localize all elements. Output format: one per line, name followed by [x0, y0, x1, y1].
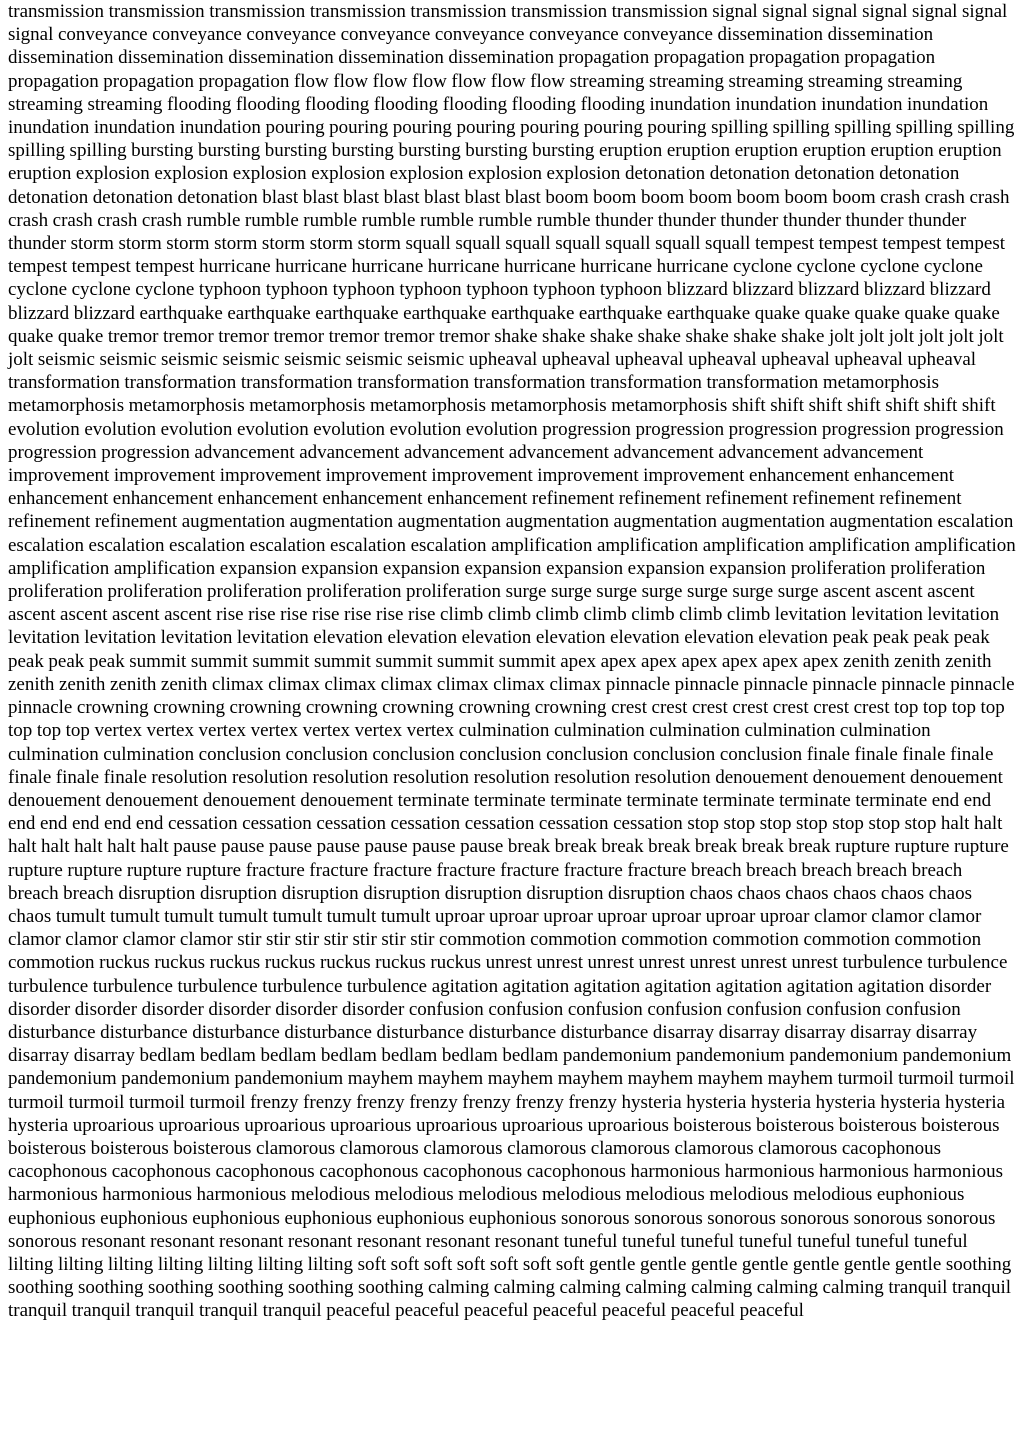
word-group: tranquil tranquil tranquil tranquil tranquil tranquil tranquil [8, 1277, 1012, 1322]
word-group: gentle gentle gentle gentle gentle gentle gentle [589, 1253, 942, 1275]
word-group: expansion expansion expansion expansion expansion expansion expansion [219, 557, 787, 579]
word-group: streaming streaming streaming streaming streaming streaming streaming [8, 70, 963, 115]
word-group: conveyance conveyance conveyance conveyance conveyance conveyance conveyance [57, 24, 713, 46]
word-group: flow flow flow flow flow flow flow [293, 70, 566, 92]
word-group: vertex vertex vertex vertex vertex vertex vertex [94, 720, 455, 742]
word-group: lilting lilting lilting lilting lilting lilting lilting [8, 1253, 354, 1275]
word-group: disorder disorder disorder disorder disorder disorder disorder [8, 975, 992, 1020]
word-group: metamorphosis metamorphosis metamorphosis metamorphosis metamorphosis metamorphosis metamorphosis [8, 372, 939, 417]
word-group: pandemonium pandemonium pandemonium pandemonium pandemonium pandemonium pandemonium [8, 1045, 1012, 1090]
word-group: crash crash crash crash crash crash crash [8, 186, 1010, 231]
word-group: tremor tremor tremor tremor tremor tremor tremor [107, 325, 490, 347]
word-group: break break break break break break break [507, 836, 831, 858]
word-group: spilling spilling spilling spilling spilling spilling spilling [8, 117, 1015, 162]
word-group: commotion commotion commotion commotion commotion commotion commotion [8, 929, 982, 974]
word-group: cyclone cyclone cyclone cyclone cyclone cyclone cyclone [8, 256, 983, 301]
word-group: zenith zenith zenith zenith zenith zenith zenith [8, 650, 992, 695]
word-group: boisterous boisterous boisterous boisterous boisterous boisterous boisterous [8, 1114, 1000, 1159]
word-group: conclusion conclusion conclusion conclusion conclusion conclusion conclusion [198, 743, 803, 765]
word-group: finale finale finale finale finale finale finale [8, 743, 994, 788]
word-group: clamorous clamorous clamorous clamorous clamorous clamorous clamorous [255, 1137, 838, 1159]
word-group: pinnacle pinnacle pinnacle pinnacle pinnacle pinnacle pinnacle [8, 673, 1015, 719]
word-group: peak peak peak peak peak peak peak [8, 627, 990, 672]
word-group: typhoon typhoon typhoon typhoon typhoon typhoon typhoon [198, 279, 663, 301]
word-group: quake quake quake quake quake quake quake [8, 302, 1000, 347]
word-group: ruckus ruckus ruckus ruckus ruckus ruckus ruckus [99, 952, 482, 974]
word-group: surge surge surge surge surge surge surge [505, 581, 819, 603]
word-group: turmoil turmoil turmoil turmoil turmoil turmoil turmoil [8, 1068, 1015, 1113]
word-group: dissemination dissemination dissemination dissemination dissemination dissemination dissemination [8, 24, 934, 69]
word-group: transmission transmission transmission transmission transmission transmission transmission [8, 1, 708, 22]
body-paragraph [8, 0, 1016, 1323]
word-group: crest crest crest crest crest crest crest [611, 697, 890, 719]
word-group: terminate terminate terminate terminate terminate terminate terminate [397, 789, 928, 811]
word-group: uproar uproar uproar uproar uproar uproar uproar [435, 905, 810, 927]
word-group: hurricane hurricane hurricane hurricane hurricane hurricane hurricane [198, 256, 729, 278]
word-group: thunder thunder thunder thunder thunder thunder thunder [8, 209, 967, 255]
word-group: shake shake shake shake shake shake shake [494, 325, 825, 347]
word-group: augmentation augmentation augmentation augmentation augmentation augmentation augmentation [181, 511, 933, 533]
word-group: breach breach breach breach breach breach breach [8, 859, 963, 904]
word-group: apex apex apex apex apex apex apex [560, 650, 839, 672]
word-group: jolt jolt jolt jolt jolt jolt jolt [8, 325, 1004, 371]
word-group: tempest tempest tempest tempest tempest tempest tempest [8, 233, 1006, 278]
word-group: seismic seismic seismic seismic seismic seismic seismic [37, 349, 465, 371]
word-group: detonation detonation detonation detonation detonation detonation detonation [8, 163, 960, 208]
word-group: mayhem mayhem mayhem mayhem mayhem mayhem mayhem [347, 1068, 834, 1090]
word-group: escalation escalation escalation escalation escalation escalation escalation [8, 511, 1014, 556]
word-group: signal signal signal signal signal signal signal [8, 1, 1008, 46]
word-group: end end end end end end end [8, 789, 992, 835]
word-group: melodious melodious melodious melodious melodious melodious melodious [290, 1184, 873, 1206]
word-group: ascent ascent ascent ascent ascent ascent ascent [8, 581, 975, 626]
word-group: rupture rupture rupture rupture rupture rupture rupture [8, 836, 1009, 881]
word-group: rise rise rise rise rise rise rise [216, 604, 436, 626]
word-group: top top top top top top top [8, 697, 1005, 742]
word-group: rumble rumble rumble rumble rumble rumble rumble [186, 209, 591, 231]
word-group: clamor clamor clamor clamor clamor clamor clamor [8, 905, 982, 951]
word-group: tumult tumult tumult tumult tumult tumult tumult [55, 905, 431, 927]
word-group: eruption eruption eruption eruption eruption eruption eruption [8, 140, 1002, 185]
word-group: climax climax climax climax climax climax climax [211, 673, 602, 695]
word-group: shift shift shift shift shift shift shift [731, 395, 996, 417]
word-group: tuneful tuneful tuneful tuneful tuneful tuneful tuneful [563, 1230, 968, 1252]
word-group: blast blast blast blast blast blast blast [262, 186, 541, 208]
word-group: cacophonous cacophonous cacophonous cacophonous cacophonous cacophonous cacophonous [8, 1137, 942, 1183]
word-group: evolution evolution evolution evolution evolution evolution evolution [8, 418, 538, 440]
word-group: inundation inundation inundation inundation inundation inundation inundation [8, 93, 989, 139]
word-group: summit summit summit summit summit summit summit [129, 650, 556, 672]
word-group: chaos chaos chaos chaos chaos chaos chaos [8, 882, 972, 927]
word-group: soothing soothing soothing soothing soothing soothing soothing [8, 1253, 1012, 1299]
word-group: earthquake earthquake earthquake earthquake earthquake earthquake earthquake [139, 302, 751, 324]
word-group: disarray disarray disarray disarray disarray disarray disarray [8, 1021, 978, 1067]
word-group: resonant resonant resonant resonant resonant resonant resonant [81, 1230, 560, 1252]
word-group: pouring pouring pouring pouring pouring pouring pouring [265, 117, 707, 139]
word-group: storm storm storm storm storm storm storm [70, 233, 401, 255]
word-group: turbulence turbulence turbulence turbulence turbulence turbulence turbulence [8, 952, 1008, 997]
word-group: refinement refinement refinement refinement refinement refinement refinement [8, 488, 962, 533]
word-group: agitation agitation agitation agitation agitation agitation agitation [431, 975, 925, 997]
word-group: disturbance disturbance disturbance disturbance disturbance disturbance disturbance [8, 1021, 649, 1043]
word-group: explosion explosion explosion explosion explosion explosion explosion [75, 163, 621, 185]
word-group: confusion confusion confusion confusion confusion confusion confusion [408, 998, 961, 1020]
word-group: sonorous sonorous sonorous sonorous sonorous sonorous sonorous [8, 1207, 996, 1252]
word-group: levitation levitation levitation levitation levitation levitation levitation [8, 604, 1000, 649]
word-group: proliferation proliferation proliferation proliferation proliferation proliferation proliferation [8, 557, 986, 603]
word-group: harmonious harmonious harmonious harmonious harmonious harmonious harmonious [8, 1161, 1003, 1206]
word-group: stop stop stop stop stop stop stop [687, 813, 937, 835]
word-group: propagation propagation propagation propagation propagation propagation propagation [8, 47, 936, 92]
word-group: advancement advancement advancement advancement advancement advancement advancement [194, 441, 924, 463]
word-group: flooding flooding flooding flooding flooding flooding flooding [166, 93, 645, 115]
word-group: disruption disruption disruption disruption disruption disruption disruption [118, 882, 686, 904]
word-group: bursting bursting bursting bursting bursting bursting bursting [131, 140, 595, 162]
word-group: pause pause pause pause pause pause pause [173, 836, 504, 858]
word-group: stir stir stir stir stir stir stir [237, 929, 435, 951]
word-group: enhancement enhancement enhancement enhancement enhancement enhancement enhancement [8, 465, 955, 510]
word-group: resolution resolution resolution resolution resolution resolution resolution [151, 766, 711, 788]
word-group: improvement improvement improvement improvement improvement improvement improvement [8, 465, 745, 487]
word-group: amplification amplification amplification amplification amplification amplification amplification [8, 534, 1016, 579]
word-group: climb climb climb climb climb climb climb [440, 604, 771, 626]
word-group: halt halt halt halt halt halt halt [8, 813, 1003, 858]
word-group: cessation cessation cessation cessation cessation cessation cessation [167, 813, 683, 835]
word-group: frenzy frenzy frenzy frenzy frenzy frenzy frenzy [249, 1091, 617, 1113]
word-group: soft soft soft soft soft soft soft [357, 1253, 585, 1275]
word-group: euphonious euphonious euphonious euphonious euphonious euphonious euphonious [8, 1184, 965, 1229]
word-group: boom boom boom boom boom boom boom [545, 186, 876, 208]
word-group: hysteria hysteria hysteria hysteria hysteria hysteria hysteria [8, 1091, 1006, 1136]
word-group: squall squall squall squall squall squall squall [405, 233, 751, 255]
word-group: uproarious uproarious uproarious uproarious uproarious uproarious uproarious [72, 1114, 669, 1136]
word-group: peaceful peaceful peaceful peaceful peaceful peaceful peaceful [326, 1300, 804, 1322]
word-group: transformation transformation transformation transformation transformation transformation transformation [8, 372, 819, 394]
word-group: culmination culmination culmination culmination culmination culmination culmination [8, 720, 931, 765]
word-group: upheaval upheaval upheaval upheaval upheaval upheaval upheaval [468, 349, 977, 371]
word-group: crowning crowning crowning crowning crowning crowning crowning [76, 697, 607, 719]
word-group: elevation elevation elevation elevation elevation elevation elevation [313, 627, 829, 649]
word-group: calming calming calming calming calming calming calming [428, 1277, 884, 1299]
word-group: bedlam bedlam bedlam bedlam bedlam bedlam bedlam [139, 1045, 559, 1067]
word-group: fracture fracture fracture fracture fracture fracture fracture [245, 859, 687, 881]
word-group: unrest unrest unrest unrest unrest unrest unrest [485, 952, 838, 974]
word-group: progression progression progression progression progression progression progression [8, 418, 1004, 463]
word-group: denouement denouement denouement denouement denouement denouement denouement [8, 766, 1003, 811]
word-group: blizzard blizzard blizzard blizzard blizzard blizzard blizzard [8, 279, 991, 324]
